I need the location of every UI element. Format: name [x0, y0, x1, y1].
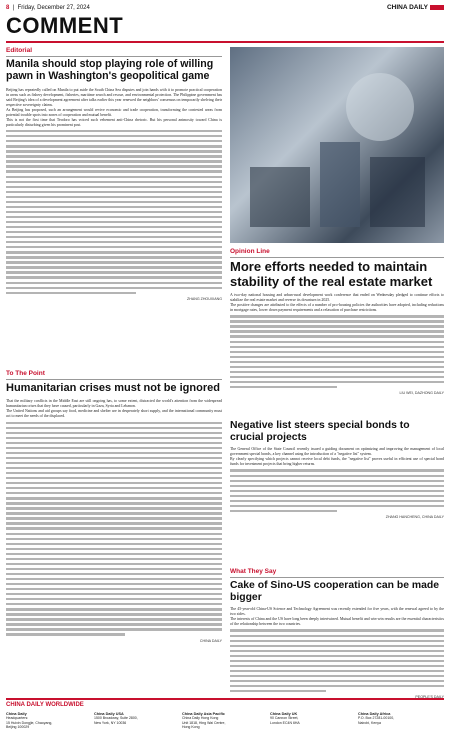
brand-bar: [430, 5, 444, 10]
to-the-point-paragraph: That the military conflicts in the Middle East are still ongoing has, to some extent, distracted the world's attention from the widespread humanitarian crises that they have caused, particularly in Gaza, Syria and Lebanon.: [6, 399, 222, 409]
contact-block: [270, 712, 354, 725]
contact-name: China Daily Africa: [358, 712, 391, 716]
footer-contacts: [6, 712, 444, 744]
footer-title: CHINA DAILY WORLDWIDE: [6, 702, 84, 708]
what-they-say-kicker: What They Say: [230, 568, 277, 575]
kicker-rule: [6, 56, 222, 57]
contact-line: Nairobi, Kenya: [358, 720, 381, 725]
negative-list-paragraph: The General Office of the State Council recently issued a guiding document on optimizing and improving the management of local government special bonds, a key channel using the introduction of a "negative list" system.: [230, 447, 444, 457]
to-the-point-headline: Humanitarian crises must not be ignored: [6, 382, 220, 394]
contact-line: 1500 Broadway, Suite 2800,: [94, 716, 138, 721]
kicker-rule: [6, 379, 222, 380]
negative-list-text-continued: [230, 469, 444, 512]
editorial-body: [6, 88, 222, 128]
contact-name: China Daily UK: [270, 712, 298, 716]
contact-line: New York, NY 10036: [94, 720, 127, 725]
brand: [387, 4, 444, 11]
kicker-rule: [230, 257, 444, 258]
contact-line: P.O. Box 27281-00100,: [358, 716, 395, 721]
to-the-point-signature: CHINA DAILY: [199, 638, 222, 643]
editorial-kicker: Editorial: [6, 47, 33, 54]
contact-line: Unit 1818, Hing Wai Centre,: [182, 720, 226, 725]
folio: 8 | Friday, December 27, 2024: [6, 5, 90, 11]
negative-list-headline: Negative list steers special bonds to crucial projects: [230, 420, 410, 443]
contact-line: 90 Cannon Street,: [270, 716, 299, 721]
negative-list-paragraph: By clearly specifying which projects cannot receive local debt funds, the "negative list" proves useful in efficient use of special bond funds for investment projects that bring higher returns.: [230, 457, 444, 467]
opinion-line-signature: LIU WEI, DAZHONG DAILY: [399, 390, 444, 395]
to-the-point: [6, 370, 222, 643]
kicker-rule: [230, 577, 444, 578]
contact-line: 15 Huixin Dongjie, Chaoyang,: [6, 720, 53, 725]
contact-name: China Daily USA: [94, 712, 124, 716]
what-they-say: [230, 568, 444, 699]
section-title: COMMENT: [6, 13, 124, 38]
what-they-say-headline: Cake of Sino-US cooperation can be made bigger: [230, 580, 440, 603]
opinion-line-headline: More efforts needed to maintain stability of the real estate market: [230, 259, 433, 289]
brand-name: CHINA DAILY: [386, 4, 428, 11]
contact-line: Headquarters:: [6, 716, 29, 721]
contact-block: [358, 712, 444, 725]
to-the-point-text-continued: [6, 422, 222, 636]
opinion-line-body: [230, 293, 444, 313]
page-number: 8: [6, 5, 10, 11]
negative-list-article: [230, 420, 444, 519]
contact-name: China Daily: [6, 712, 27, 716]
contact-line: Hong Kong: [182, 724, 200, 729]
opinion-line-paragraph: The positive changes are attributed to the effects of a number of pro-housing policies the authorities have adopted, including reductions in mortgage rates, lower down payment requirements and a relaxation of purchase restrictions.: [230, 303, 444, 313]
negative-list-signature: ZHANG HANCHENG, CHINA DAILY: [385, 514, 444, 519]
editorial-paragraph: Beijing has repeatedly called on Manila to put aside the South China Sea disputes and join hands with it to promote practical cooperation in areas such as fishery development, fisheries, maritime search and rescue, and environmental protection. The Philippine government has said Beijing's idea of a development agreement after talks earlier this year renewed the neighbors' consensus on temporarily shelving their respective sovereignty claims.: [6, 87, 222, 107]
contact-name: China Daily Asia Pacific: [182, 712, 225, 716]
what-they-say-paragraph: The 45-year-old China-US Science and Technology Agreement was recently extended for five years, with the renewal agreed to by the two sides.: [230, 607, 444, 617]
what-they-say-signature: PEOPLE'S DAILY: [415, 695, 444, 700]
contact-block: [182, 712, 266, 729]
contact-line: China Daily Hong Kong: [182, 716, 219, 721]
negative-list-body: [230, 447, 444, 467]
issue-date: Friday, December 27, 2024: [17, 5, 90, 11]
editorial: [6, 47, 222, 301]
editorial-text-continued: [6, 130, 222, 294]
to-the-point-body: [6, 399, 222, 419]
to-the-point-paragraph: The United Nations and aid groups say food, medicine and shelter are in desperately short supply, and the international community must act to meet the needs of the displaced.: [6, 409, 222, 419]
section-rule: [6, 41, 444, 43]
what-they-say-text-continued: [230, 629, 444, 692]
opinion-line-kicker: Opinion Line: [230, 248, 270, 255]
editorial-paragraph: As Beijing has proposed, such an arrangement would revive economic and trade cooperation, transforming the contested areas from potential trouble spots into zones of cooperation and mutual benefit.: [6, 107, 222, 117]
contact-line: Beijing 100029: [6, 724, 30, 729]
contact-block: [6, 712, 90, 729]
contact-block: [94, 712, 178, 725]
footer-banner: [6, 698, 444, 712]
illustration-art: [230, 47, 444, 243]
contact-line: London EC4N 6HA: [270, 720, 300, 725]
editorial-paragraph: This is not the first time that Teodoro has voiced such vehement anti-China rhetoric. But his personal animosity toward China is particularly disturbing given his prominent post.: [6, 118, 222, 128]
opinion-line: [230, 248, 444, 395]
opinion-line-paragraph: A two-day national housing and urban-rural development work conference that ended on Wednesday pledged to continue efforts to stabilize the real estate market and reverse its downturn in 2025.: [230, 293, 444, 303]
to-the-point-kicker: To The Point: [6, 370, 45, 377]
editorial-headline: Manila should stop playing role of willing pawn in Washington's geopolitical game: [6, 58, 214, 82]
editorial-signature: ZHANG ZHOUXIANG: [187, 296, 222, 301]
what-they-say-paragraph: The interests of China and the US have long been deeply intertwined. Mutual benefit and win-win results are the essential characteristics of the relationship between the two countries.: [230, 617, 444, 627]
illustration-image: [230, 47, 444, 243]
what-they-say-body: [230, 607, 444, 627]
opinion-line-text-continued: [230, 315, 444, 388]
